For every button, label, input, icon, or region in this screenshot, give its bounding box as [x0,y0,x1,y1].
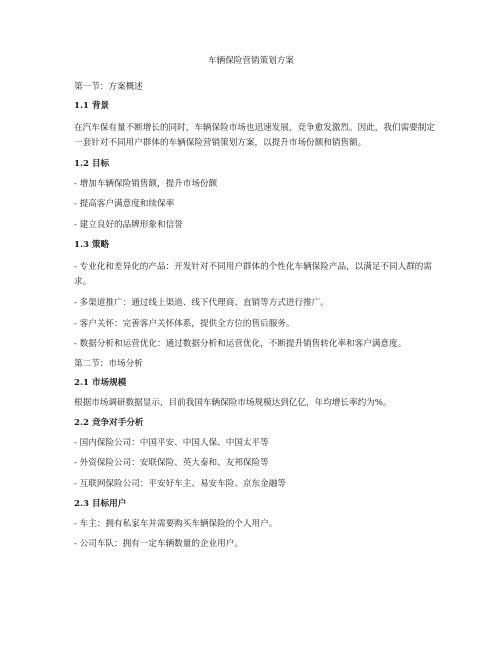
competitor-item: - 互联网保险公司：平安好车主、易安车险、京东金融等 [74,479,286,489]
user-item: - 车主：拥有私家车并需要购买车辆保险的个人用户。 [74,519,278,529]
section-2-heading: 第二节：市场分析 [74,359,143,369]
strategy-item: - 专业化和差异化的产品：开发针对不同用户群体的个性化车辆保险产品，以满足不同人群的需求。 [74,262,432,287]
subsection-1-1-heading: 1.1 背景 [74,101,110,111]
competitor-item: - 外资保险公司：安联保险、英大泰和、友邦保险等 [74,458,269,468]
strategy-item: - 数据分析和运营优化：通过数据分析和运营优化，不断提升销售转化率和客户满意度。 [74,339,407,349]
strategy-item: - 多渠道推广：通过线上渠道、线下代理商、直销等方式进行推广。 [74,298,329,308]
strategy-item: - 客户关怀：完善客户关怀体系，提供全方位的售后服务。 [74,319,295,329]
subsection-1-2-heading: 1.2 目标 [74,159,110,169]
market-size-paragraph: 根据市场调研数据显示，目前我国车辆保险市场规模达到亿亿，年均增长率约为%。 [74,398,392,408]
subsection-1-3-heading: 1.3 策略 [74,240,110,250]
goal-item: - 建立良好的品牌形象和信誉 [74,220,183,230]
background-paragraph: 在汽车保有量不断增长的同时，车辆保险市场也迅速发展，竞争愈发激烈。因此，我们需要制定一套针对不同用户群体的车辆保险营销策划方案，以提升市场份额和销售额。 [74,123,435,148]
subsection-2-3-heading: 2.3 目标用户 [74,499,127,509]
competitor-item: - 国内保险公司：中国平安、中国人保、中国太平等 [74,438,269,448]
document-title: 车辆保险营销策划方案 [208,56,294,66]
user-item: - 公司车队：拥有一定车辆数量的企业用户。 [74,539,243,549]
goal-item: - 增加车辆保险销售额，提升市场份额 [74,179,218,189]
section-1-heading: 第一节：方案概述 [74,82,143,92]
subsection-2-1-heading: 2.1 市场规模 [74,378,127,388]
goal-item: - 提高客户满意度和续保率 [74,199,175,209]
subsection-2-2-heading: 2.2 竞争对手分析 [74,418,144,428]
